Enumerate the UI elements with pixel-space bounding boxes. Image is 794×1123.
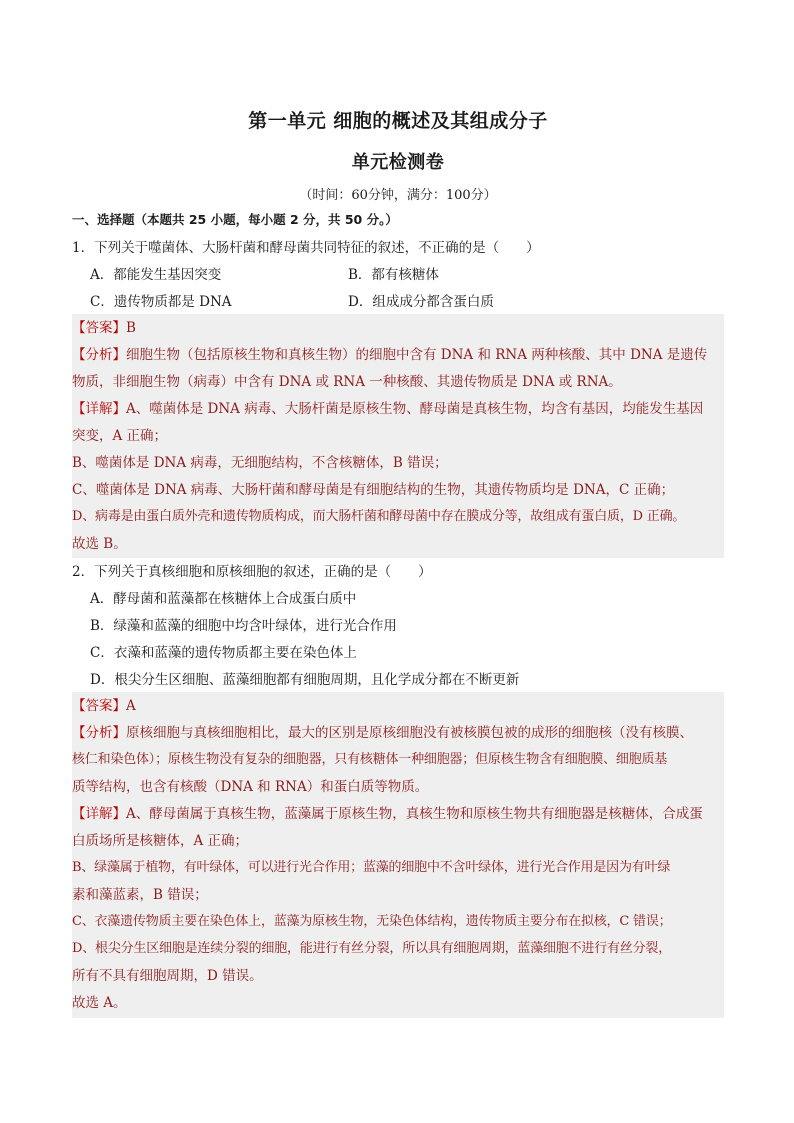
detail-line: 突变，A 正确； — [72, 428, 168, 444]
detail-line: B、绿藻属于植物，有叶绿体，可以进行光合作用；蓝藻的细胞中不含叶绿体，进行光合作用是因为有叶绿 — [72, 860, 671, 875]
time-note: （时间：60分钟，满分：100分） — [299, 188, 497, 203]
analysis-line: 细胞生物（包括原核生物和真核生物）的细胞中含有 DNA 和 RNA 两种核酸、其中 DNA 是遗传 — [126, 347, 708, 363]
question-1-answer — [72, 319, 136, 337]
analysis-line: 物质，非细胞生物（病毒）中含有 DNA 或 RNA 一种核酸、其遗传物质是 DNA 或 RNA。 — [72, 374, 622, 390]
question-1-option-d: D．组成成分都含蛋白质 — [348, 294, 494, 310]
analysis-line: 原核细胞与真核细胞相比，最大的区别是原核细胞没有被核膜包被的成形的细胞核（没有核膜、 — [126, 725, 693, 741]
detail-line: A、酵母菌属于真核生物，蓝藻属于原核生物，真核生物和原核生物共有细胞器是核糖体，合成蛋 — [126, 806, 703, 822]
detail-line: D、根尖分生区细胞是连续分裂的细胞，能进行有丝分裂，所以具有细胞周期，蓝藻细胞不进行有丝分裂， — [72, 941, 672, 956]
detail-line: C、衣藻遗传物质主要在染色体上，蓝藻为原核生物，无染色体结构，遗传物质主要分布在拟核，C 错误； — [72, 914, 672, 929]
question-2-detail — [72, 805, 703, 823]
detail-line: C、噬菌体是 DNA 病毒、大肠杆菌和酵母菌是有细胞结构的生物，其遗传物质均是 DNA，C 正确； — [72, 482, 675, 498]
detail-line: B、噬菌体是 DNA 病毒，无细胞结构，不含核糖体，B 错误； — [72, 455, 448, 471]
analysis-tag: 【分析】 — [72, 347, 126, 363]
detail-conclusion: 故选 B。 — [72, 536, 127, 552]
question-2-answer — [72, 697, 136, 715]
analysis-line: 核仁和染色体）；原核生物没有复杂的细胞器，只有核糖体一种细胞器；但原核生物含有细胞膜、细胞质基 — [72, 752, 668, 767]
question-2-option-b: B．绿藻和蓝藻的细胞中均含叶绿体，进行光合作用 — [90, 618, 397, 634]
answer-tag: 【答案】 — [72, 320, 126, 336]
question-2-option-d: D．根尖分生区细胞、蓝藻细胞都有细胞周期，且化学成分都在不断更新 — [90, 672, 520, 688]
question-1-option-c: C．遗传物质都是 DNA — [90, 294, 232, 310]
question-2-option-c: C．衣藻和蓝藻的遗传物质都主要在染色体上 — [90, 645, 357, 661]
answer-value: B — [126, 320, 136, 336]
question-1-stem: 1．下列关于噬菌体、大肠杆菌和酵母菌共同特征的叙述，不正确的是（ ） — [72, 240, 540, 256]
analysis-tag: 【分析】 — [72, 725, 126, 741]
detail-line: A、噬菌体是 DNA 病毒、大肠杆菌是原核生物、酵母菌是真核生物，均含有基因，均能发生基因 — [126, 401, 704, 417]
detail-tag: 【详解】 — [72, 401, 126, 417]
page-title: 第一单元 细胞的概述及其组成分子 — [248, 110, 548, 132]
detail-line: D、病毒是由蛋白质外壳和遗传物质构成，而大肠杆菌和酵母菌中存在膜成分等，故组成有蛋白质，D 正确。 — [72, 509, 686, 524]
question-1-solution-block — [72, 314, 724, 558]
detail-line: 素和藻蓝素，B 错误； — [72, 887, 208, 903]
question-2-option-a: A．酵母菌和蓝藻都在核糖体上合成蛋白质中 — [90, 591, 357, 607]
detail-tag: 【详解】 — [72, 806, 126, 822]
answer-tag: 【答案】 — [72, 698, 126, 714]
question-2-stem: 2．下列关于真核细胞和原核细胞的叙述，正确的是（ ） — [72, 564, 432, 580]
detail-conclusion: 故选 A。 — [72, 995, 127, 1011]
question-1-option-b: B．都有核糖体 — [348, 267, 439, 283]
question-2-analysis — [72, 724, 693, 742]
question-1-analysis — [72, 346, 707, 364]
question-2-solution-block — [72, 692, 724, 1018]
analysis-line: 质等结构，也含有核酸（DNA 和 RNA）和蛋白质等物质。 — [72, 779, 429, 795]
page-subtitle: 单元检测卷 — [351, 152, 445, 173]
answer-value: A — [126, 698, 136, 714]
question-1-detail — [72, 400, 703, 418]
question-1-option-a: A．都能发生基因突变 — [90, 267, 222, 283]
section-heading: 一、选择题（本题共 25 小题，每小题 2 分，共 50 分。） — [72, 212, 398, 227]
detail-line: 白质场所是核糖体，A 正确； — [72, 833, 249, 849]
detail-line: 所有不具有细胞周期，D 错误。 — [72, 968, 263, 984]
